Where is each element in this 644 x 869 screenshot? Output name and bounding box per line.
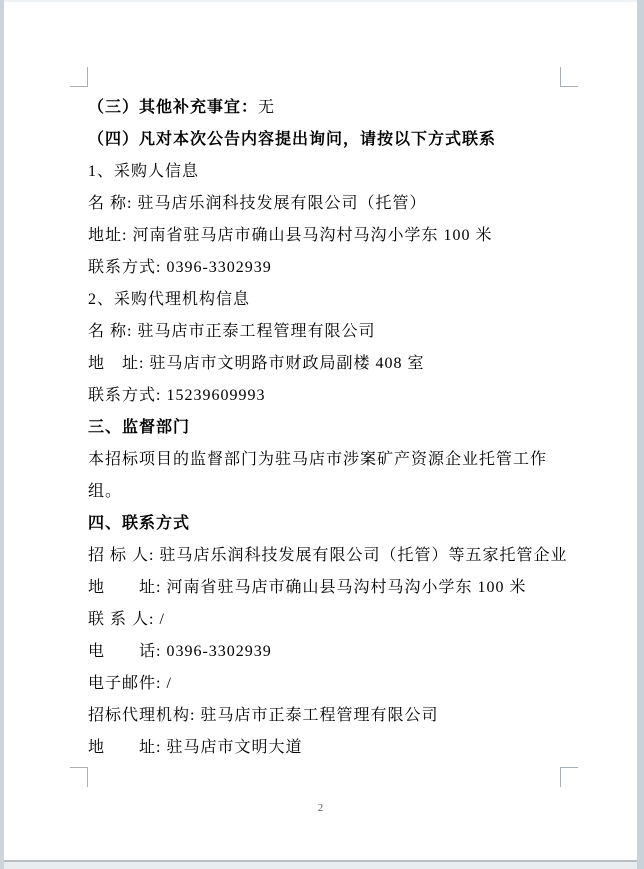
- paragraph-supervision-body-line2: 组。: [88, 483, 123, 500]
- crop-mark-bottom-left: [70, 767, 88, 787]
- paragraph-agency-info-title: 2、采购代理机构信息: [88, 291, 251, 308]
- paragraph-tenderee: 招 标 人: 驻马店乐润科技发展有限公司（托管）等五家托管企业: [88, 547, 568, 564]
- paragraph-purchaser-info-title: 1、采购人信息: [88, 163, 200, 180]
- crop-mark-bottom-right: [560, 767, 578, 787]
- viewport-right-gutter: [637, 0, 644, 869]
- heading-contact-info: 四、联系方式: [88, 515, 191, 532]
- paragraph-subheading-3: [88, 92, 564, 124]
- paragraph-tender-agency: 招标代理机构: 驻马店市正泰工程管理有限公司: [88, 707, 439, 724]
- subheading-3-label: （三）其他补充事宜：: [88, 99, 259, 116]
- paragraph-tenderee-address: 地 址: 河南省驻马店市确山县马沟村马沟小学东 100 米: [88, 579, 527, 596]
- paragraph-purchaser-contact: 联系方式: 0396-3302939: [88, 259, 272, 276]
- paragraph-purchaser-name: 名 称: 驻马店乐润科技发展有限公司（托管）: [88, 195, 427, 212]
- paragraph-supervision-body-line1: 本招标项目的监督部门为驻马店市涉案矿产资源企业托管工作: [88, 451, 548, 468]
- paragraph-agency-contact: 联系方式: 15239609993: [88, 387, 266, 404]
- paragraph-agency-name: 名 称: 驻马店市正泰工程管理有限公司: [88, 323, 376, 340]
- page-number: 2: [317, 802, 324, 814]
- document-page[interactable]: [4, 2, 637, 862]
- paragraph-contact-person: 联 系 人: /: [88, 611, 165, 628]
- paragraph-agency-address: 地 址: 驻马店市文明路市财政局副楼 408 室: [88, 355, 425, 372]
- crop-mark-top-right: [560, 67, 578, 87]
- subheading-3-value: 无: [258, 99, 276, 116]
- heading-supervision-dept: 三、监督部门: [88, 419, 191, 436]
- paragraph-telephone: 电 话: 0396-3302939: [88, 643, 272, 660]
- paragraph-email: 电子邮件: /: [88, 675, 172, 692]
- document-content: [88, 92, 568, 764]
- crop-mark-top-left: [70, 67, 88, 87]
- paragraph-tender-agency-address: 地 址: 驻马店市文明大道: [88, 739, 303, 756]
- paragraph-subheading-4: （四）凡对本次公告内容提出询问，请按以下方式联系: [88, 131, 497, 148]
- paragraph-purchaser-address: 地址: 河南省驻马店市确山县马沟村马沟小学东 100 米: [88, 227, 493, 244]
